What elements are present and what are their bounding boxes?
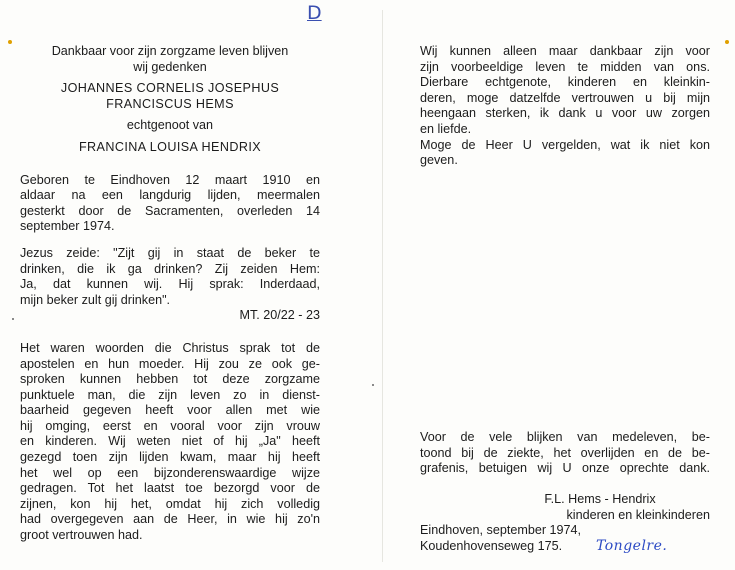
handwritten-marker: D — [307, 2, 322, 24]
biography — [20, 173, 320, 235]
left-column — [20, 44, 320, 544]
family-relatives: kinderen en kleinkinderen — [566, 507, 710, 522]
quote-line: Ja, dat kunnen wij. Hij sprak: Inderdaad, — [20, 277, 320, 292]
scripture-quote — [20, 246, 320, 308]
gratitude-line: en liefde. — [420, 121, 472, 136]
intro-line: wij gedenken — [133, 59, 207, 74]
spouse-label: echtgenoot van — [126, 118, 214, 133]
reflection — [20, 341, 320, 544]
reflection-line: baarheid gegeven heeft voor allen met wie — [20, 403, 320, 418]
handwritten-note: Tongelre. — [596, 538, 668, 554]
intro — [20, 44, 320, 75]
gratitude-line: Dierbare echtgenote, kinderen en kleinkin- — [420, 75, 710, 90]
family-name: F.L. Hems - Hendrix — [544, 492, 656, 506]
reflection-line: punktuele man, die zijn leven zo in dienst- — [20, 387, 320, 402]
thanks-line: toond bij de ziekte, het overlijden en de be- — [420, 445, 710, 460]
reflection-line: Het waren woorden die Christus sprak tot de — [20, 340, 320, 355]
thanks-text — [420, 430, 710, 477]
quote-line: Jezus zeide: "Zijt gij in staat de beker te — [20, 245, 320, 260]
gratitude-line: geven. — [420, 153, 458, 168]
reflection-line: had overgegeven aan de Heer, in wie hij zo'n — [20, 512, 320, 527]
reflection-line: apostelen en hun moeder. Hij zou ze ook ge- — [20, 356, 320, 371]
gratitude-line: zijn voorbeeldige leven te midden van ons. — [420, 59, 710, 74]
bio-line: gesterkt door de Sacramenten, overleden 14 — [20, 203, 320, 218]
quote-line: mijn beker zult gij drinken". — [20, 292, 171, 307]
bio-line: aldaar na een langdurig lijden, meermalen — [20, 188, 320, 203]
reflection-line: en kinderen. Wij weten niet of hij „Ja" heeft — [20, 434, 320, 449]
gratitude-text — [420, 44, 710, 169]
paper-speck — [372, 384, 374, 386]
place-date: Eindhoven, september 1974, — [420, 523, 582, 538]
reflection-line: gedragen. Tot het laatst toe bezorgd voor de — [20, 481, 320, 496]
reflection-line: zijnen, kon hij het, omdat hij zich volledig — [20, 496, 320, 511]
reflection-line: groot vertrouwen had. — [20, 528, 143, 543]
gratitude-line: heengaan sterken, ik dank u voor uw zorgen — [420, 106, 710, 121]
reflection-line: hij omging, eerst en vooral voor zijn vrouw — [20, 418, 320, 433]
bio-line: Geboren te Eindhoven 12 maart 1910 en — [20, 172, 320, 187]
paper-speck — [12, 318, 14, 320]
quote-reference: MT. 20/22 - 23 — [239, 308, 320, 323]
reflection-line: het wel op een bijzonderenswaardige wijze — [20, 465, 320, 480]
reflection-line: gezegd toen zijn lijden kwam, maar hij heeft — [20, 450, 320, 465]
gratitude-line: Wij kunnen alleen maar dankbaar zijn voor — [420, 44, 710, 58]
gratitude-line: deren, moge datzelfde vertrouwen u bij mijn — [420, 90, 710, 105]
reflection-line: sproken kunnen hebben tot deze zorgzame — [20, 372, 320, 387]
gratitude-line: Moge de Heer U vergelden, wat ik niet kon — [420, 137, 710, 152]
fold-line — [382, 10, 383, 562]
bio-line: september 1974. — [20, 219, 115, 234]
address: Koudenhovenseweg 175. — [420, 538, 563, 553]
quote-line: drinken, die ik ga drinken? Zij zeiden Hem: — [20, 261, 320, 276]
name-line: FRANCISCUS HEMS — [106, 96, 234, 111]
right-column — [420, 44, 710, 169]
deceased-name — [20, 81, 320, 112]
name-line: JOHANNES CORNELIS JOSEPHUS — [60, 81, 280, 96]
paper-dot — [725, 40, 729, 44]
paper-dot — [8, 40, 12, 44]
intro-line: Dankbaar voor zijn zorgzame leven blijven — [51, 44, 289, 58]
thanks-line: Voor de vele blijken van medeleven, be- — [420, 430, 710, 444]
spouse-name: FRANCINA LOUISA HENDRIX — [78, 139, 262, 154]
thanks-line: grafenis, betuigen wij U onze oprechte dank. — [420, 461, 710, 476]
